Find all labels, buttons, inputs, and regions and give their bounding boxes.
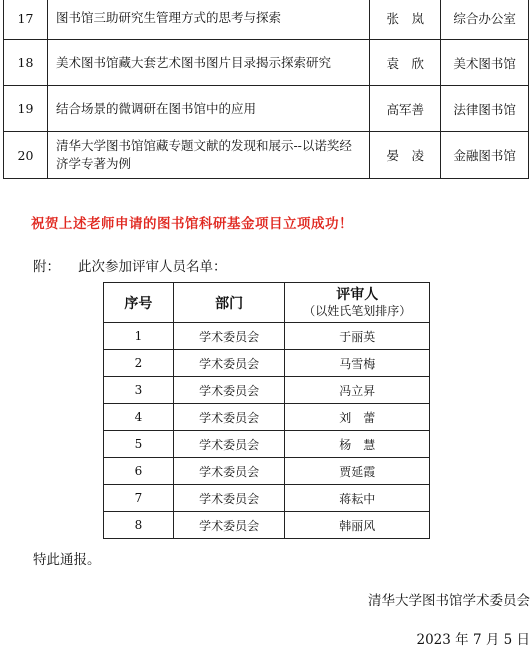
table-row [4,0,529,40]
project-title: 结合场景的微调研在图书馆中的应用 [47,86,369,132]
project-number: 20 [4,132,48,179]
reviewer-number: 6 [104,458,174,485]
table-row [104,404,430,431]
reviewer-department: 学术委员会 [173,485,285,512]
reviewer-department: 学术委员会 [173,458,285,485]
reviewer-number: 4 [104,404,174,431]
signer-text: 清华大学图书馆学术委员会 [368,593,530,609]
reviewer-name: 马雪梅 [285,350,430,377]
project-leader: 高军善 [370,86,441,132]
reviewer-department: 学术委员会 [173,377,285,404]
table-header-row [104,283,430,323]
reviewer-department: 学术委员会 [173,404,285,431]
project-title: 美术图书馆藏大套艺术图书图片目录揭示探索研究 [47,40,369,86]
notice-text: 特此通报。 [33,552,101,568]
reviewer-department: 学术委员会 [173,350,285,377]
table-row [4,86,529,132]
project-unit: 综合办公室 [441,0,529,40]
table-row [4,40,529,86]
header-reviewer [285,283,430,323]
reviewer-name: 韩丽风 [285,512,430,539]
header-reviewer-label: 评审人 [336,286,379,303]
project-title: 图书馆三助研究生管理方式的思考与探索 [47,0,369,40]
table-row [104,431,430,458]
reviewer-number: 5 [104,431,174,458]
project-leader: 张 岚 [370,0,441,40]
project-title: 清华大学图书馆馆藏专题文献的发现和展示--以诺奖经济学专著为例 [47,132,369,179]
project-number: 17 [4,0,48,40]
reviewers-table [103,282,430,539]
reviewer-department: 学术委员会 [173,431,285,458]
header-reviewer-note: （以姓氏笔划排序） [303,303,412,318]
annex-line [33,255,227,275]
project-leader: 袁 欣 [370,40,441,86]
header-number: 序号 [104,283,174,323]
congratulations-text: 祝贺上述老师申请的图书馆科研基金项目立项成功！ [31,216,353,232]
reviewer-name: 贾延霞 [285,458,430,485]
reviewer-number: 3 [104,377,174,404]
document-date: 2023 年 7 月 5 日 [416,632,530,648]
header-department: 部门 [173,283,285,323]
reviewer-name: 杨 慧 [285,431,430,458]
project-unit: 法律图书馆 [441,86,529,132]
annex-text: 此次参加评审人员名单： [78,259,227,275]
table-row [104,377,430,404]
reviewer-department: 学术委员会 [173,323,285,350]
reviewer-name: 冯立昇 [285,377,430,404]
reviewer-department: 学术委员会 [173,512,285,539]
project-unit: 金融图书馆 [441,132,529,179]
table-row [104,512,430,539]
reviewer-name: 刘 蕾 [285,404,430,431]
reviewer-name: 蒋耘中 [285,485,430,512]
annex-label: 附： [33,259,60,275]
table-row [104,485,430,512]
table-row [104,458,430,485]
project-number: 19 [4,86,48,132]
reviewer-number: 1 [104,323,174,350]
reviewer-number: 8 [104,512,174,539]
project-unit: 美术图书馆 [441,40,529,86]
reviewer-number: 2 [104,350,174,377]
project-leader: 晏 凌 [370,132,441,179]
table-row [104,350,430,377]
table-row [4,132,529,179]
projects-table [3,0,529,179]
reviewer-name: 于丽英 [285,323,430,350]
project-number: 18 [4,40,48,86]
reviewer-number: 7 [104,485,174,512]
table-row [104,323,430,350]
